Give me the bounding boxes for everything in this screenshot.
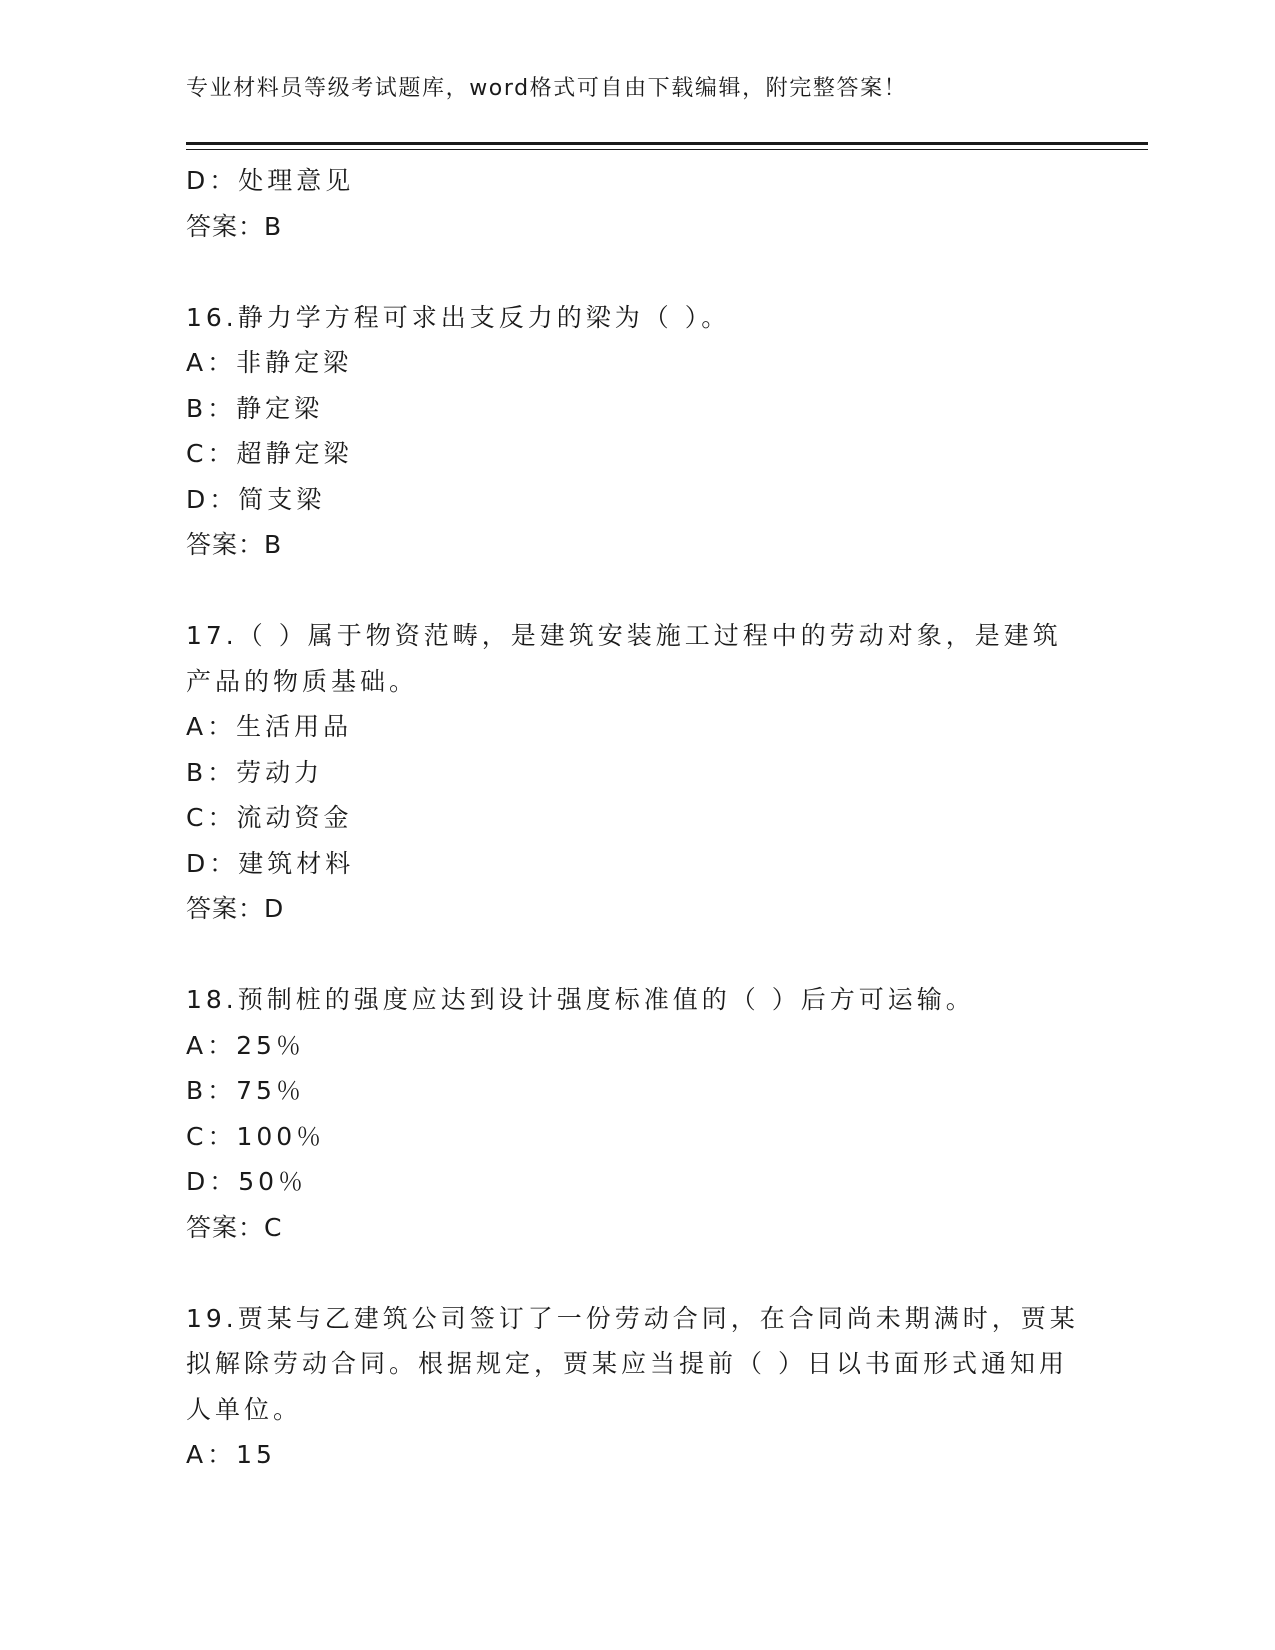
answer: 答案：C — [186, 1212, 283, 1242]
question-19 — [186, 1296, 1086, 1478]
header-rule-thick — [186, 142, 1148, 145]
question-stem: 16.静力学方程可求出支反力的梁为（ ）。 — [186, 302, 731, 332]
option-d: D：建筑材料 — [186, 848, 355, 878]
page-header: 专业材料员等级考试题库，word格式可自由下载编辑，附完整答案！ — [186, 76, 908, 101]
option-a: A：25％ — [186, 1030, 305, 1060]
question-16 — [186, 295, 1086, 568]
option-a: A：非静定梁 — [186, 348, 353, 377]
answer: 答案：B — [186, 530, 283, 559]
header-rule-thin — [186, 149, 1148, 150]
option-c: C：流动资金 — [186, 803, 353, 832]
option-b: B：劳动力 — [186, 757, 324, 787]
prev-answer: 答案：B — [186, 211, 283, 241]
option-d: D：简支梁 — [186, 484, 326, 514]
option-a: A：15 — [186, 1440, 276, 1469]
option-a: A：生活用品 — [186, 712, 353, 741]
question-17 — [186, 613, 1086, 932]
prev-option-d: D：处理意见 — [186, 166, 355, 195]
option-b: B：75％ — [186, 1076, 305, 1105]
question-list — [186, 158, 1086, 1478]
question-stem: 拟解除劳动合同。根据规定，贾某应当提前（ ）日以书面形式通知用 — [186, 1349, 1068, 1378]
option-c: C：100％ — [186, 1121, 326, 1151]
question-stem: 人单位。 — [186, 1394, 303, 1424]
question-stem: 产品的物质基础。 — [186, 666, 419, 696]
question-stem: 17.（ ）属于物资范畴，是建筑安装施工过程中的劳动对象，是建筑 — [186, 621, 1062, 650]
answer: 答案：D — [186, 894, 285, 923]
option-c: C：超静定梁 — [186, 439, 353, 468]
question-18 — [186, 977, 1086, 1250]
option-d: D：50％ — [186, 1167, 308, 1196]
question-stem: 18.预制桩的强度应达到设计强度标准值的（ ）后方可运输。 — [186, 985, 975, 1014]
option-b: B：静定梁 — [186, 393, 324, 423]
question-stem: 19.贾某与乙建筑公司签订了一份劳动合同，在合同尚未期满时，贾某 — [186, 1303, 1079, 1333]
